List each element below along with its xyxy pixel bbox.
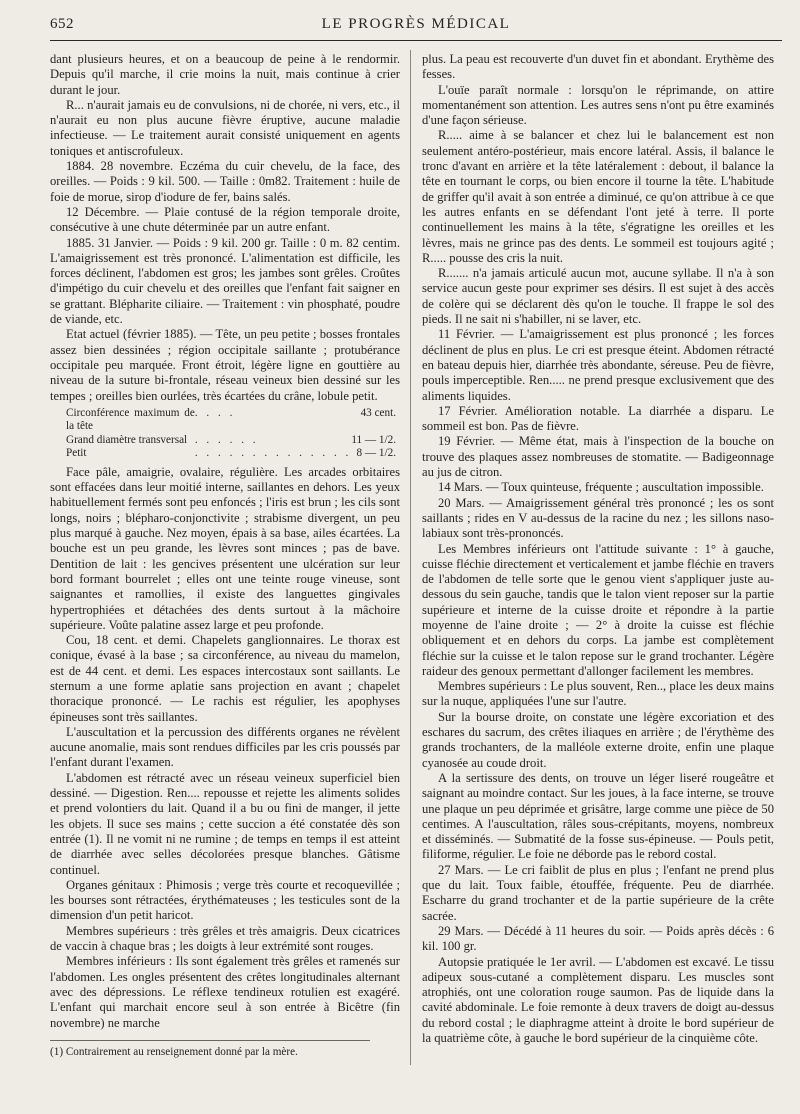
paragraph: plus. La peau est recouverte d'un duvet fin et abondant. Erythème des fesses. — [422, 52, 774, 82]
paragraph: 1885. 31 Janvier. — Poids : 9 kil. 200 gr. Taille : 0 m. 82 centim. L'amaigrissement est très prononcé. L'alimentation est difficile, les forces déclinent, l'abdomen est gros; les jambes sont grêles. Croûtes d'impétigo du cuir chevelu et des oreilles que l'enfant fait saigner en se grattant. Blépharite ciliaire. — Traitement : vin phosphaté, poudre de viande, etc. — [50, 235, 400, 327]
leader-dots: . . . . . . — [194, 433, 259, 446]
measurement-row — [50, 447, 400, 461]
paragraph: Face pâle, amaigrie, ovalaire, régulière. Les arcades orbitaires sont effacées dans leur moitié interne, saillantes en dehors. Les yeux habituellement fermés sont peu enfoncés ; l'iris est brun ; les cils sont longs, noirs ; blépharo-conjonctivite ; strabisme divergent, un peu plus marqué à gauche. Nez moyen, épais à sa base, ailes écartées. La bouche est un peu grande, les lèvres sont minces ; pas de bave. Dentition de lait : les gencives présentent une ulcération sur leur bord formant bourrelet ; elles ont une teinte rouge vineuse, sont saignantes et ramollies, il existe des languettes gingivales hypertrophiées et détachées des dents surtout à la mâchoire supérieure. Voûte palatine assez large et peu profonde. — [50, 464, 400, 632]
measurement-label: Grand diamètre transversal — [66, 433, 188, 446]
paragraph: Membres supérieurs : Le plus souvent, Ren.., place les deux mains sur la nuque, appliquées l'une sur l'autre. — [422, 679, 774, 709]
paragraph: R..... aime à se balancer et chez lui le balancement est non seulement antéro-postérieur, mais encore latéral. Assis, il balance le tronc d'avant en arrière et la tête latéralement : debout, il balance la tête en tournant le corps, ou bien encore il tourne la tête. L'habitude de griffer qu'il avait à son entrée a diminué, ce qu'on attribue à ce que les autres enfants en se défendant l'ont jeté à terre. Il porte continuellement les mains à la tête, s'égratigne les oreilles et les lèvres, mais ne grince pas des dents. Le sommeil est toujours agité ; R..... pousse des cris la nuit. — [422, 128, 774, 265]
paragraph: Organes génitaux : Phimosis ; verge très courte et recoquevillée ; les bourses sont rétractées, érythémateuses ; les testicules sont de la dimension d'un petit haricot. — [50, 877, 400, 923]
paragraph: Sur la bourse droite, on constate une légère excoriation et des eschares du sacrum, des crêtes iliaques en arrière ; de l'érythème des grands trochanters, de la malléole externe droite, enfin une plaque cyanosée au coude droit. — [422, 709, 774, 770]
leader-dots: . . . . — [194, 406, 236, 419]
paragraph: R... n'aurait jamais eu de convulsions, ni de chorée, ni vers, etc., il n'aurait eu non plus aucune fièvre éruptive, aucune maladie infectieuse. — Le traitement aurait consisté uniquement en agents toniques et antiscrofuleux. — [50, 97, 400, 158]
head-measurements-table — [50, 407, 400, 461]
paragraph: dant plusieurs heures, et on a beaucoup de peine à le rendormir. Depuis qu'il marche, il crie moins la nuit, mais continue à crier durant le jour. — [50, 52, 400, 97]
right-column — [422, 52, 774, 1046]
journal-title: LE PROGRÈS MÉDICAL — [321, 16, 511, 32]
paragraph: 20 Mars. — Amaigrissement général très prononcé ; les os sont saillants ; rides en V au-dessus de la racine du nez ; les sillons naso-labiaux sont très-prononcés. — [422, 495, 774, 541]
paragraph: Autopsie pratiquée le 1er avril. — L'abdomen est excavé. Le tissu adipeux sous-cutané a complètement disparu. Les muscles sont atrophiés, ont une coloration rouge saumon. Pas de liquide dans la cavité abdominale. Le foie remonte à deux travers de doigt au-dessus du rebord costal ; le diaphragme atteint à droite le bord supérieur de la quatrième côte, à gauche le bord supérieur de la cinquième côte. — [422, 954, 774, 1045]
measurement-label: Circonférence maximum de la tête — [66, 406, 195, 433]
measurement-label: Petit — [66, 447, 87, 460]
header-rule — [50, 40, 782, 41]
measurement-value: 43 cent. — [360, 406, 396, 419]
footnote-rule — [50, 1040, 370, 1041]
page-header — [50, 12, 782, 40]
paragraph: 27 Mars. — Le cri faiblit de plus en plus ; l'enfant ne prend plus que du lait. Toux faible, étouffée, fréquente. Peu de diarrhée. Escharre du grand trochanter et de la partie supérieure de la crête sacrée. — [422, 862, 774, 923]
paragraph: Etat actuel (février 1885). — Tête, un peu petite ; bosses frontales assez bien dessinées ; région occipitale saillante ; protubérance occipitale peu marquée. Front étroit, légère ligne en gouttière au niveau de la suture bi-frontale, réseau veineux bien dessiné sur les tempes ; oreilles bien ourlées, très écartées du crâne, lobule petit. — [50, 327, 400, 403]
paragraph: L'ouïe paraît normale : lorsqu'on le réprimande, on attire momentanément son attention. Les autres sens n'ont pu être examinés d'une façon sérieuse. — [422, 82, 774, 128]
column-divider — [410, 50, 411, 1065]
left-column — [50, 52, 400, 1031]
paragraph: 11 Février. — L'amaigrissement est plus prononcé ; les forces déclinent de plus en plus. Le cri est presque éteint. Abdomen rétracté en bateau depuis hier, diarrhée très abondante, séreuse. Peu de fièvre, pouls imperceptible. Ren..... ne prend presque exclusivement que des aliments liquides. — [422, 327, 774, 403]
measurement-row — [50, 434, 400, 448]
paragraph: Les Membres inférieurs ont l'attitude suivante : 1° à gauche, cuisse fléchie directement et verticalement et jambe fléchie en travers de l'abdomen de telle sorte que le genou vient s'appliquer juste au-dessous du sein gauche, tandis que le talon vient reposer sur la partie supérieure et interne de la cuisse droite et répondre à la partie moyenne de l'aine droite ; — 2° à droite la cuisse est fléchie obliquement et en dehors du corps. La jambe est complètement fléchie sur la cuisse et le talon repose sur le grand trochanter. Légère raideur des genoux permettant d'allonger facilement les membres. — [422, 541, 774, 678]
measurement-value: 8 — 1/2. — [356, 447, 396, 460]
paragraph: Membres supérieurs : très grêles et très amaigris. Deux cicatrices de vaccin à chaque bras ; les doigts à leur extrémité sont rouges. — [50, 923, 400, 954]
paragraph: 1884. 28 novembre. Eczéma du cuir chevelu, de la face, des oreilles. — Poids : 9 kil. 500. — Taille : 0m82. Traitement : huile de foie de morue, sirop d'iodure de fer, bains salés. — [50, 159, 400, 204]
leader-dots: . . . . . . . . . . . . . . — [194, 447, 352, 460]
paragraph: L'abdomen est rétracté avec un réseau veineux superficiel bien dessiné. — Digestion. Ren.... repousse et rejette les aliments solides et prend volontiers du lait. Quand il a bu ou fini de manger, il jette les objets. Il suce ses mains ; cette succion a été constatée dès son entrée (1). Il ne vomit ni ne rumine ; de temps en temps il est atteint de diarrhée avec selles décolorées presque blanches. Gâtisme continuel. — [50, 770, 400, 877]
paragraph: Membres inférieurs : Ils sont également très grêles et ramenés sur l'abdomen. Les ongles présentent des crêtes longitudinales alternant avec des dépressions. Le réflexe tendineux rotulien est exagéré. L'enfant qui marchait encore seul à son entrée à Bicêtre (fin novembre) ne marche — [50, 954, 400, 1030]
paragraph: 17 Février. Amélioration notable. La diarrhée a disparu. Le sommeil est bon. Pas de fièvre. — [422, 403, 774, 434]
paragraph: 12 Décembre. — Plaie contusé de la région temporale droite, consécutive à une chute déterminée par un autre enfant. — [50, 204, 400, 235]
paragraph: 14 Mars. — Toux quinteuse, fréquente ; auscultation impossible. — [438, 480, 764, 495]
measurement-row — [50, 407, 400, 434]
paragraph: 19 Février. — Même état, mais à l'inspection de la bouche on trouve des plaques assez nombreuses de stomatite. — Badigeonnage au jus de citron. — [422, 434, 774, 480]
paragraph: Cou, 18 cent. et demi. Chapelets ganglionnaires. Le thorax est conique, évasé à la base ; sa circonférence, au niveau du mamelon, est de 44 cent. et demi. Les espaces intercostaux sont saillants. Le sternum a une forme aplatie sans projection en avant ; chapelet thoracique prononcé. — Le rachis est régulier, les apophyses épineuses sont très saillantes. — [50, 633, 400, 724]
paragraph: R....... n'a jamais articulé aucun mot, aucune syllabe. Il n'a à son service aucun geste pour exprimer ses désirs. Il est sujet à des accès de colère qui se déclarent dès qu'on le touche. Il frappe le sol des pieds. Il ne sait ni s'habiller, ni se laver, etc. — [422, 266, 774, 327]
paragraph: A la sertissure des dents, on trouve un léger liseré rougeâtre et saignant au moindre contact. Sur les joues, à la face interne, se trouve une plaque un peu déprimée et grisâtre, large comme une pièce de 50 centimes. A l'auscultation, râles sous-crépitants, moyens, nombreux et disséminés. — Submatité de la fosse sus-épineuse. — Pouls petit, filiforme, régulier. Le foie ne déborde pas le rebord costal. — [422, 770, 774, 862]
page-number: 652 — [50, 16, 74, 32]
footnote: (1) Contrairement au renseignement donné par la mère. — [50, 1046, 298, 1058]
paragraph: 29 Mars. — Décédé à 11 heures du soir. — Poids après décès : 6 kil. 100 gr. — [422, 923, 774, 954]
paragraph: L'auscultation et la percussion des différents organes ne révèlent aucune anomalie, mais sont rendues difficiles par les cris poussés par l'enfant durant l'examen. — [50, 724, 400, 770]
measurement-value: 11 — 1/2. — [351, 433, 396, 446]
